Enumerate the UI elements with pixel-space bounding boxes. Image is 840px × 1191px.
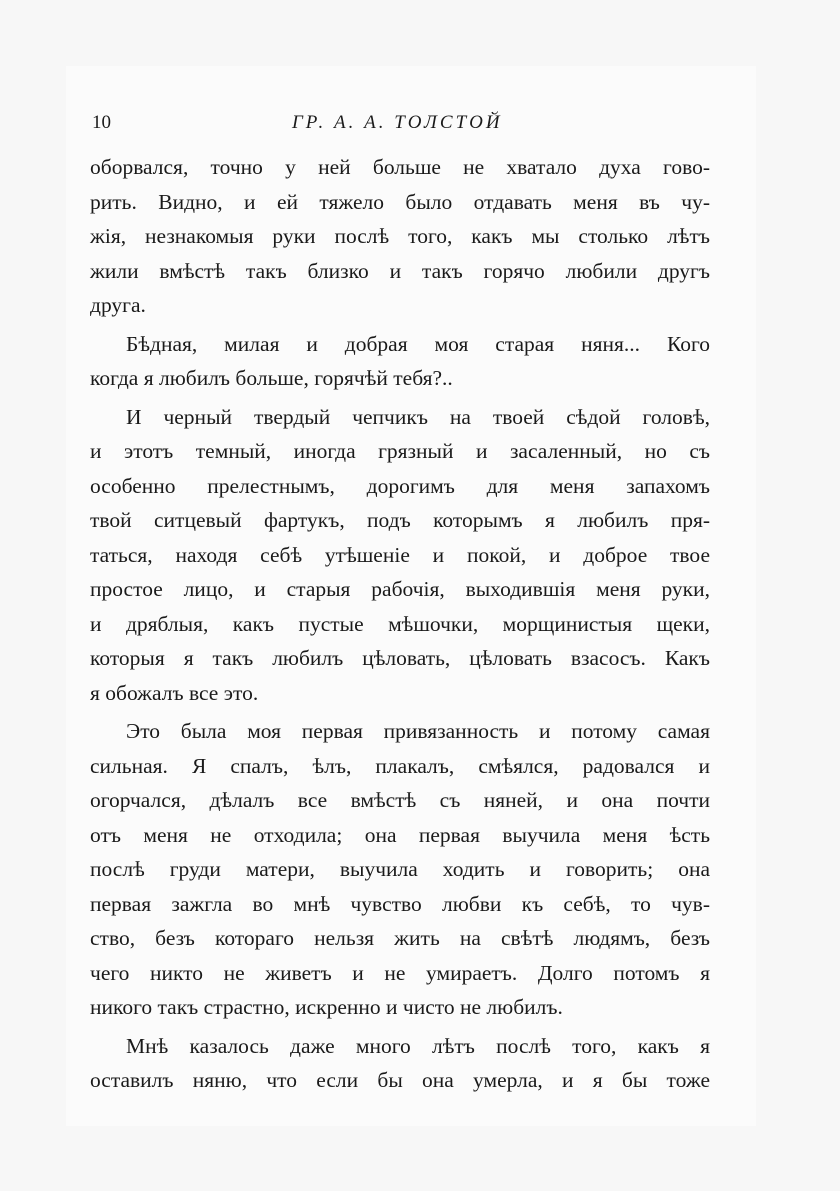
text-line: жили вмѣстѣ такъ близко и такъ горячо любили другъ <box>90 258 710 283</box>
text-line: оставилъ няню, что если бы она умерла, и я бы тоже <box>90 1068 710 1092</box>
text-line: оборвался, точно у ней больше не хватало духа гово- <box>90 155 710 179</box>
text-line: сильная. Я спалъ, ѣлъ, плакалъ, смѣялся, радовался и <box>90 753 710 778</box>
text-line: рить. Видно, и ей тяжело было отдавать меня въ чу- <box>90 189 710 214</box>
text-line: огорчался, дѣлалъ все вмѣстѣ съ няней, и она почти <box>90 788 710 812</box>
text-line: таться, находя себѣ утѣшеніе и покой, и доброе твое <box>90 542 710 567</box>
text-line: послѣ груди матери, выучила ходить и говорить; она <box>90 857 710 881</box>
text-line: отъ меня не отходила; она первая выучила меня ѣсть <box>90 822 710 847</box>
text-line: чего никто не живетъ и не умираетъ. Долго потомъ я <box>90 960 710 985</box>
text-line: жія, незнакомыя руки послѣ того, какъ мы столько лѣтъ <box>90 224 710 248</box>
page-number: 10 <box>92 112 111 133</box>
text-line: и этотъ темный, иногда грязный и засаленный, но съ <box>90 439 710 463</box>
body-text <box>90 150 710 1098</box>
text-line: когда я любилъ больше, горячѣй тебя?.. <box>90 366 453 390</box>
text-line: я обожалъ все это. <box>90 680 259 705</box>
text-line: никого такъ страстно, искренно и чисто не любилъ. <box>90 995 563 1019</box>
text-line: которыя я такъ любилъ цѣловать, цѣловать взасосъ. Какъ <box>90 646 710 670</box>
text-line: ство, безъ котораго нельзя жить на свѣтѣ людямъ, безъ <box>90 926 710 950</box>
running-head <box>92 106 712 140</box>
paragraph-first-line: Бѣдная, милая и добрая моя старая няня... Кого <box>126 331 710 356</box>
text-line: первая зажгла во мнѣ чувство любви къ себѣ, то чув- <box>90 891 710 916</box>
text-line: твой ситцевый фартукъ, подъ которымъ я любилъ пря- <box>90 508 710 532</box>
paragraph-first-line: Это была моя первая привязанность и потому самая <box>126 719 710 743</box>
paragraph-first-line: Мнѣ казалось даже много лѣтъ послѣ того, какъ я <box>126 1033 710 1058</box>
text-line: особенно прелестнымъ, дорогимъ для меня запахомъ <box>90 473 710 498</box>
running-title: ГР. А. А. ТОЛСТОЙ <box>292 112 503 133</box>
text-line: и дряблыя, какъ пустые мѣшочки, морщинистыя щеки, <box>90 611 710 636</box>
text-line: простое лицо, и старыя рабочія, выходившія меня руки, <box>90 577 710 601</box>
text-line: друга. <box>90 293 146 317</box>
paragraph-first-line: И черный твердый чепчикъ на твоей сѣдой головѣ, <box>126 404 710 429</box>
